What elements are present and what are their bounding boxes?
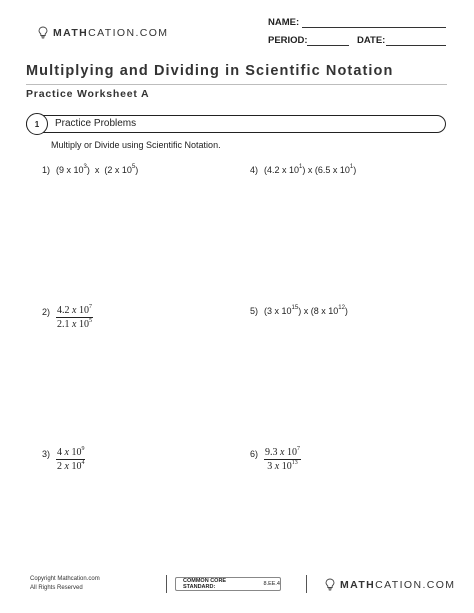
period-label: PERIOD: <box>268 35 308 46</box>
logo-text: CATION.COM <box>88 26 169 39</box>
denominator: 2.1 x $10^5$ <box>57 317 92 330</box>
common-core-standard-badge <box>175 577 281 591</box>
logo-bold-text: MATH <box>53 26 89 39</box>
instructions: Multiply or Divide using Scientific Notation. <box>51 140 221 150</box>
problem-2 <box>42 305 93 330</box>
lightbulb-icon <box>325 578 335 591</box>
date-label: DATE: <box>357 35 386 46</box>
problem-6 <box>250 447 301 472</box>
problem-expression: (3 x $10^{15}$) x (8 x $10^{12}$) <box>264 305 348 316</box>
problem-5 <box>250 306 348 316</box>
problem-1 <box>42 165 138 175</box>
name-label: NAME: <box>268 17 300 28</box>
page-title: Multiplying and Dividing in Scientific Notation <box>26 63 394 79</box>
footer-divider <box>166 575 167 593</box>
problem-number: 4) <box>250 165 259 175</box>
numerator: 9.3 x $10^7$ <box>265 445 300 458</box>
footer-logo <box>325 578 455 591</box>
section-title: Practice Problems <box>55 118 137 129</box>
problem-number: 6) <box>250 449 259 459</box>
logo-text: CATION.COM <box>375 578 456 591</box>
numerator: 4.2 x $10^7$ <box>57 303 92 316</box>
section-number-badge: 1 <box>26 113 48 135</box>
logo-bold-text: MATH <box>340 578 376 591</box>
name-field[interactable] <box>302 27 446 28</box>
fraction <box>264 447 301 472</box>
period-field[interactable] <box>307 45 349 46</box>
fraction <box>56 447 85 472</box>
denominator: 3 x $10^{13}$ <box>267 459 298 472</box>
page-subtitle: Practice Worksheet A <box>26 88 150 100</box>
rights-line: All Rights Reserved <box>30 585 83 591</box>
problem-3 <box>42 447 85 472</box>
lightbulb-icon <box>38 26 48 39</box>
footer-divider <box>306 575 307 593</box>
copyright-line: Copyright Mathcation.com <box>30 576 100 582</box>
header-logo <box>38 26 168 39</box>
numerator: 4 x $10^9$ <box>57 445 85 458</box>
problem-4 <box>250 165 356 175</box>
standard-code: 8.EE.4 <box>263 581 280 587</box>
date-field[interactable] <box>386 45 446 46</box>
denominator: 2 x $10^4$ <box>57 459 85 472</box>
problem-expression: (4.2 x $10^1$) x (6.5 x $10^1$) <box>264 164 357 175</box>
standard-label: COMMON CORE STANDARD: <box>183 578 227 590</box>
fraction <box>56 305 93 330</box>
problem-number: 2) <box>42 307 51 317</box>
problem-expression: (9 x $10^3$) x (2 x $10^5$) <box>56 164 139 175</box>
problem-number: 1) <box>42 165 51 175</box>
footer-copyright <box>30 575 100 593</box>
problem-number: 3) <box>42 449 51 459</box>
problem-number: 5) <box>250 306 259 316</box>
title-divider <box>26 84 447 85</box>
